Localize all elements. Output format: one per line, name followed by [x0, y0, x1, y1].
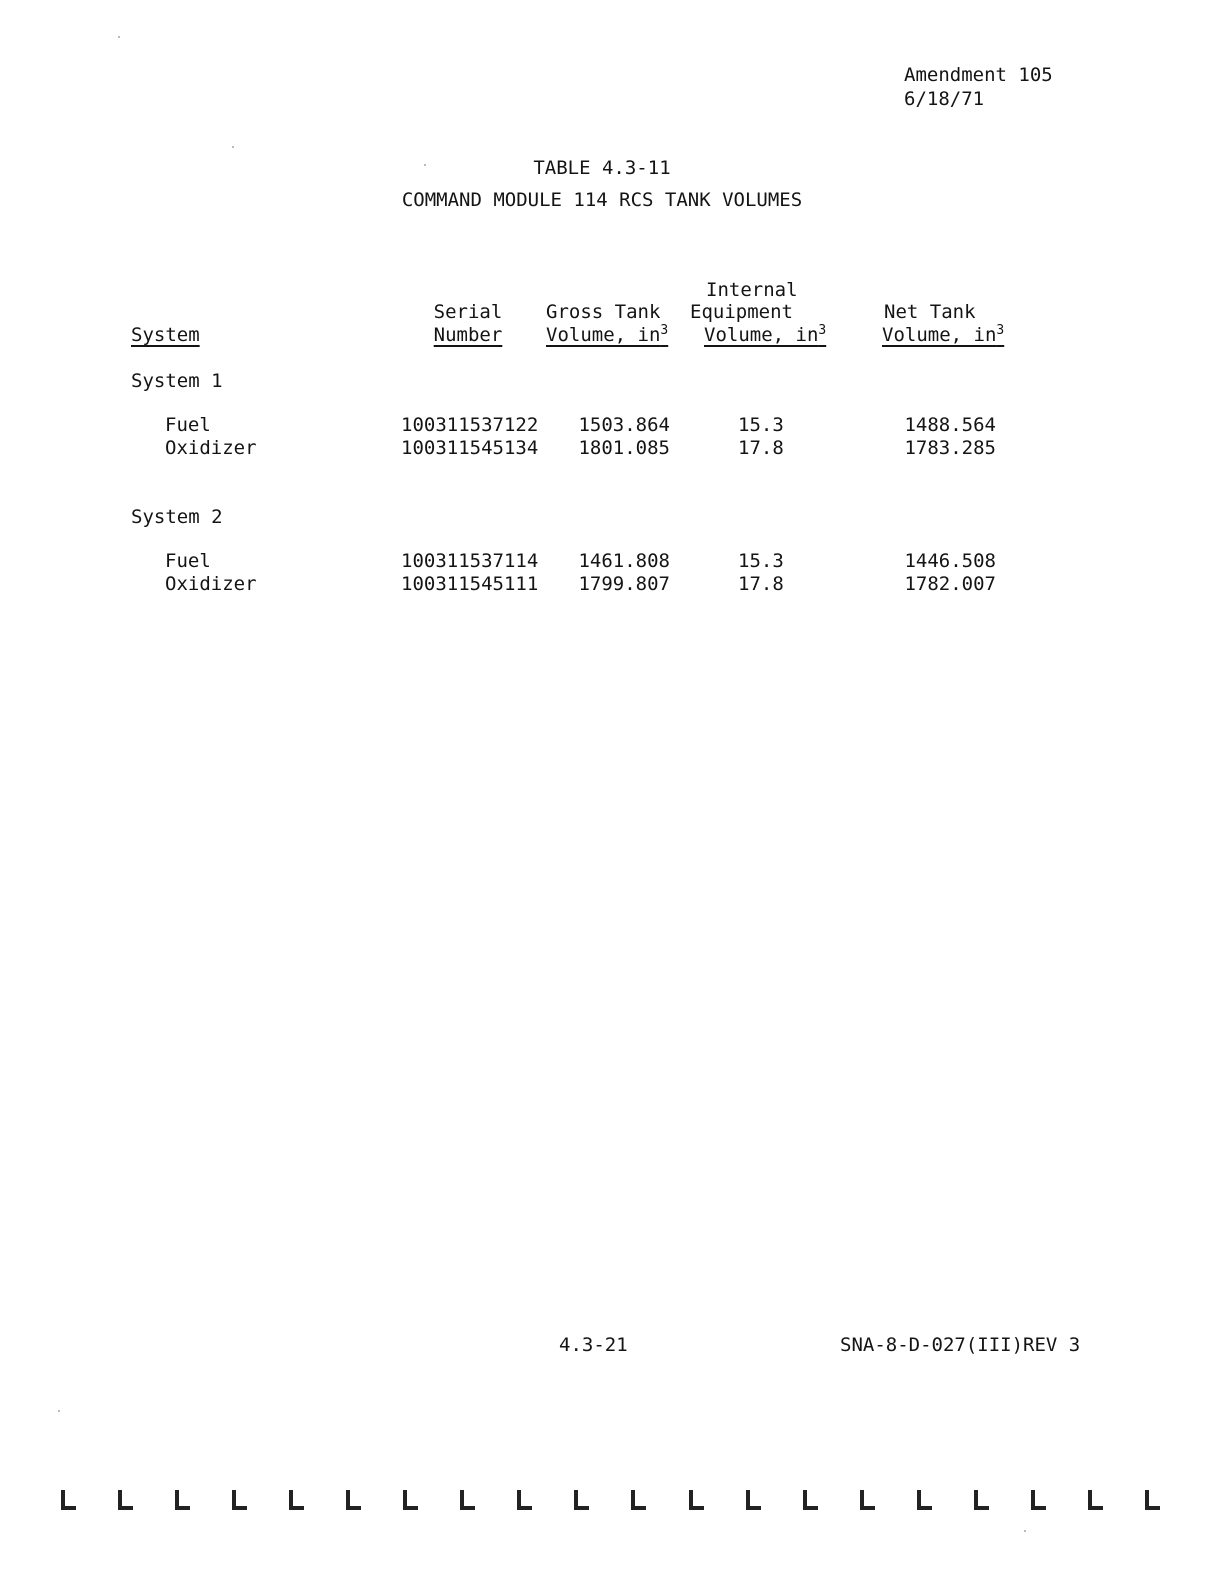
amendment-label: Amendment 105 — [904, 64, 1053, 86]
scan-speck — [1024, 1530, 1026, 1532]
scan-mark — [60, 1490, 76, 1510]
scan-mark — [402, 1490, 418, 1510]
table-caption: COMMAND MODULE 114 RCS TANK VOLUMES — [401, 189, 803, 211]
row-item: Fuel — [165, 414, 211, 436]
row-gross: 1503.864 — [578, 414, 670, 436]
row-net: 1782.007 — [904, 573, 996, 595]
row-gross: 1799.807 — [578, 573, 670, 595]
row-serial: 100311545134 — [401, 437, 539, 459]
column-header-internal-line1: Internal — [706, 279, 798, 301]
scan-mark — [630, 1490, 646, 1510]
row-net: 1488.564 — [904, 414, 996, 436]
scan-edge-marks — [60, 1490, 1160, 1520]
row-serial: 100311537114 — [401, 550, 539, 572]
column-header-gross-line1: Gross Tank — [546, 301, 661, 323]
scan-mark — [1144, 1490, 1160, 1510]
column-header-internal-line3: Volume, $in^3$ — [704, 323, 827, 346]
document-id: SNA-8-D-027(III)REV 3 — [840, 1334, 1081, 1356]
scan-speck — [58, 1410, 60, 1412]
row-gross: 1801.085 — [578, 437, 670, 459]
column-header-internal-line2: Equipment — [690, 301, 793, 323]
column-header-serial-line2: Number — [433, 324, 503, 346]
row-internal: 15.3 — [738, 414, 784, 436]
row-internal: 17.8 — [738, 437, 784, 459]
column-header-net-line2: Volume, $in^3$ — [882, 323, 1005, 346]
scan-mark — [288, 1490, 304, 1510]
scan-mark — [174, 1490, 190, 1510]
scan-mark — [1087, 1490, 1103, 1510]
scan-mark — [859, 1490, 875, 1510]
scan-speck — [118, 36, 120, 38]
scan-mark — [117, 1490, 133, 1510]
scan-mark — [802, 1490, 818, 1510]
scan-mark — [516, 1490, 532, 1510]
page-number: 4.3-21 — [559, 1334, 628, 1356]
scan-mark — [573, 1490, 589, 1510]
row-item: Oxidizer — [165, 437, 257, 459]
row-item: Oxidizer — [165, 573, 257, 595]
scan-speck — [424, 164, 426, 166]
amendment-date: 6/18/71 — [904, 88, 985, 110]
scan-mark — [745, 1490, 761, 1510]
row-internal: 17.8 — [738, 573, 784, 595]
scan-mark — [231, 1490, 247, 1510]
scan-mark — [345, 1490, 361, 1510]
group-label-system-1: System 1 — [131, 370, 223, 392]
row-item: Fuel — [165, 550, 211, 572]
column-header-gross-line2: Volume, $in^3$ — [546, 323, 669, 346]
row-gross: 1461.808 — [578, 550, 670, 572]
row-net: 1446.508 — [904, 550, 996, 572]
scan-mark — [916, 1490, 932, 1510]
column-header-net-line1: Net Tank — [884, 301, 976, 323]
row-internal: 15.3 — [738, 550, 784, 572]
scan-mark — [973, 1490, 989, 1510]
column-header-serial-line1: Serial — [433, 301, 503, 323]
group-label-system-2: System 2 — [131, 506, 223, 528]
row-serial: 100311537122 — [401, 414, 539, 436]
row-net: 1783.285 — [904, 437, 996, 459]
scan-mark — [688, 1490, 704, 1510]
scan-mark — [1030, 1490, 1046, 1510]
scan-mark — [459, 1490, 475, 1510]
column-header-system: System — [131, 324, 200, 346]
table-number: TABLE 4.3-11 — [533, 157, 671, 179]
row-serial: 100311545111 — [401, 573, 539, 595]
scan-speck — [232, 146, 234, 148]
